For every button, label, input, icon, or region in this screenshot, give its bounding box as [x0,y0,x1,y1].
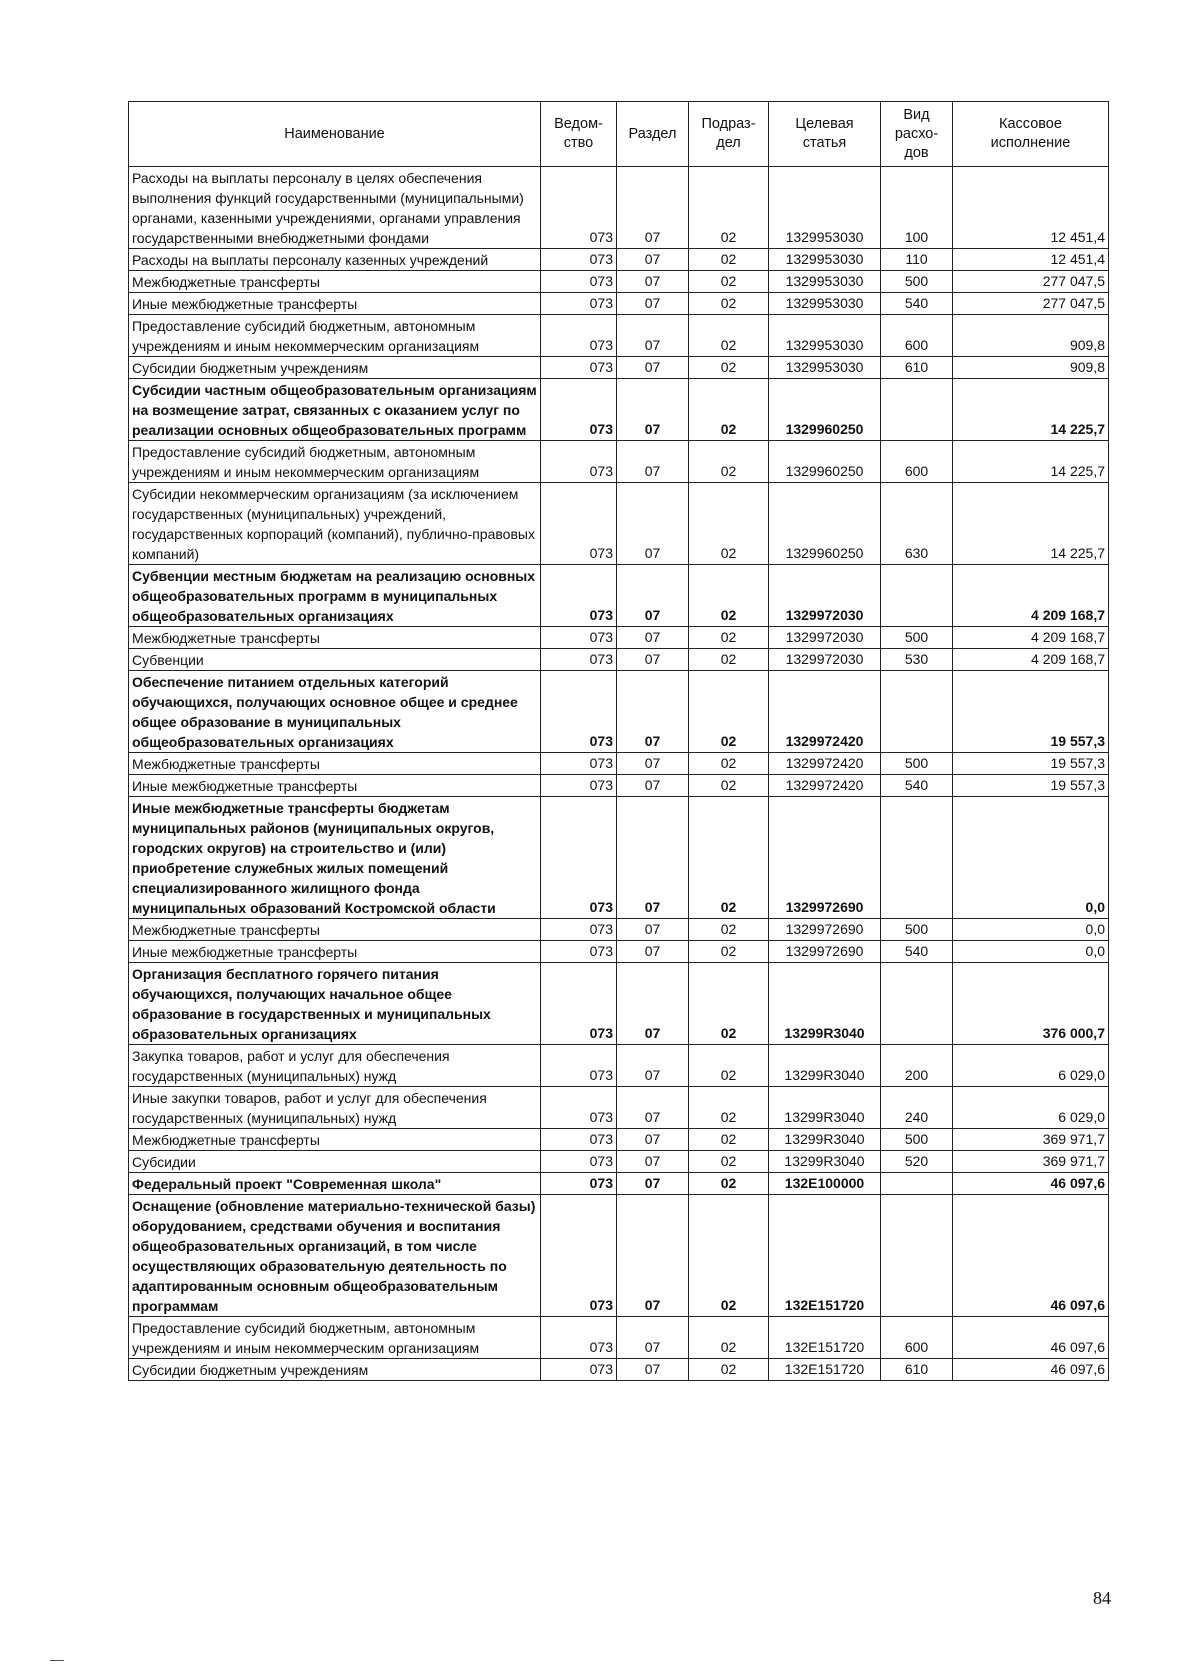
cell-name: Оснащение (обновление материально-технической базы) оборудованием, средствами обучения и воспитания общеобразовательных организаций, в том числе осуществляющих образовательную деятельность по адаптированным основным общеобразовательным программам [129,1195,541,1317]
cell-razdel: 07 [617,1173,689,1195]
cell-name: Иные межбюджетные трансферты [129,293,541,315]
cell-name: Субвенции [129,649,541,671]
cell-tselevaya: 1329972030 [769,649,881,671]
cell-vedom: 073 [541,1151,617,1173]
table-row [129,293,1109,315]
cell-vedom: 073 [541,483,617,565]
cell-tselevaya: 132E151720 [769,1359,881,1381]
cell-kassa: 0,0 [953,919,1109,941]
cell-podrazdel: 02 [689,1087,769,1129]
cell-vedom: 073 [541,1129,617,1151]
cell-tselevaya: 1329953030 [769,271,881,293]
cell-podrazdel: 02 [689,1195,769,1317]
cell-razdel: 07 [617,1087,689,1129]
cell-tselevaya: 13299R3040 [769,1129,881,1151]
cell-razdel: 07 [617,649,689,671]
cell-podrazdel: 02 [689,1359,769,1381]
cell-kassa: 909,8 [953,315,1109,357]
cell-podrazdel: 02 [689,315,769,357]
cell-vid: 630 [881,483,953,565]
cell-tselevaya: 1329972030 [769,565,881,627]
table-row [129,315,1109,357]
cell-vid: 100 [881,167,953,249]
cell-vid: 540 [881,941,953,963]
cell-podrazdel: 02 [689,1173,769,1195]
cell-kassa: 376 000,7 [953,963,1109,1045]
cell-vid: 600 [881,441,953,483]
table-body [129,167,1109,1381]
cell-podrazdel: 02 [689,1129,769,1151]
cell-tselevaya: 13299R3040 [769,1151,881,1173]
table-row [129,919,1109,941]
cell-name: Межбюджетные трансферты [129,627,541,649]
table-row [129,1195,1109,1317]
cell-vid: 610 [881,357,953,379]
cell-name: Субсидии [129,1151,541,1173]
cell-razdel: 07 [617,671,689,753]
cell-vid: 540 [881,775,953,797]
cell-razdel: 07 [617,775,689,797]
cell-tselevaya: 1329960250 [769,379,881,441]
cell-vedom: 073 [541,1173,617,1195]
cell-razdel: 07 [617,963,689,1045]
cell-vid: 500 [881,1129,953,1151]
cell-razdel: 07 [617,249,689,271]
budget-execution-table [128,101,1109,1381]
cell-vedom: 073 [541,649,617,671]
cell-tselevaya: 1329972690 [769,797,881,919]
cell-name: Субсидии некоммерческим организациям (за исключением государственных (муниципальных) учреждений, государственных корпораций (компаний), публично-правовых компаний) [129,483,541,565]
cell-name: Субвенции местным бюджетам на реализацию основных общеобразовательных программ в муниципальных общеобразовательных организациях [129,565,541,627]
table-row [129,753,1109,775]
cell-kassa: 14 225,7 [953,483,1109,565]
table-row [129,963,1109,1045]
cell-vedom: 073 [541,441,617,483]
cell-vedom: 073 [541,627,617,649]
cell-vid [881,1173,953,1195]
table-row [129,1151,1109,1173]
cell-razdel: 07 [617,1129,689,1151]
cell-podrazdel: 02 [689,1151,769,1173]
cell-tselevaya: 1329972690 [769,941,881,963]
cell-vid [881,963,953,1045]
cell-podrazdel: 02 [689,379,769,441]
cell-podrazdel: 02 [689,1045,769,1087]
cell-kassa: 14 225,7 [953,441,1109,483]
cell-kassa: 12 451,4 [953,249,1109,271]
cell-kassa: 369 971,7 [953,1129,1109,1151]
cell-kassa: 4 209 168,7 [953,565,1109,627]
table-row [129,1359,1109,1381]
cell-vedom: 073 [541,1087,617,1129]
cell-vedom: 073 [541,671,617,753]
cell-vid: 200 [881,1045,953,1087]
cell-name: Организация бесплатного горячего питания обучающихся, получающих начальное общее образование в государственных и муниципальных образовательных организациях [129,963,541,1045]
cell-tselevaya: 1329972420 [769,753,881,775]
header-tselevaya: Целевая статья [769,102,881,167]
cell-tselevaya: 1329953030 [769,249,881,271]
cell-vedom: 073 [541,1359,617,1381]
cell-tselevaya: 1329972690 [769,919,881,941]
table-row [129,167,1109,249]
cell-razdel: 07 [617,315,689,357]
cell-vedom: 073 [541,293,617,315]
cell-podrazdel: 02 [689,797,769,919]
cell-razdel: 07 [617,1317,689,1359]
cell-vedom: 073 [541,919,617,941]
cell-podrazdel: 02 [689,919,769,941]
cell-tselevaya: 132E100000 [769,1173,881,1195]
table-row [129,941,1109,963]
cell-name: Межбюджетные трансферты [129,271,541,293]
cell-name: Закупка товаров, работ и услуг для обеспечения государственных (муниципальных) нужд [129,1045,541,1087]
cell-podrazdel: 02 [689,963,769,1045]
cell-razdel: 07 [617,753,689,775]
cell-podrazdel: 02 [689,671,769,753]
cell-razdel: 07 [617,1045,689,1087]
cell-podrazdel: 02 [689,649,769,671]
cell-vid: 500 [881,753,953,775]
cell-name: Расходы на выплаты персоналу в целях обеспечения выполнения функций государственными (муниципальными) органами, казенными учреждениями, органами управления государственными внебюджетными фондами [129,167,541,249]
cell-razdel: 07 [617,565,689,627]
cell-name: Иные межбюджетные трансферты [129,775,541,797]
cell-name: Предоставление субсидий бюджетным, автономным учреждениям и иным некоммерческим организациям [129,441,541,483]
cell-name: Межбюджетные трансферты [129,919,541,941]
cell-podrazdel: 02 [689,271,769,293]
cell-vid: 500 [881,919,953,941]
cell-name: Иные межбюджетные трансферты [129,941,541,963]
table-row [129,357,1109,379]
cell-vid [881,797,953,919]
cell-razdel: 07 [617,1195,689,1317]
cell-kassa: 909,8 [953,357,1109,379]
cell-vid [881,565,953,627]
cell-razdel: 07 [617,1359,689,1381]
cell-vid: 500 [881,627,953,649]
cell-podrazdel: 02 [689,941,769,963]
cell-kassa: 277 047,5 [953,271,1109,293]
table-row [129,1045,1109,1087]
cell-vedom: 073 [541,941,617,963]
cell-kassa: 0,0 [953,941,1109,963]
cell-tselevaya: 1329972420 [769,671,881,753]
table-row [129,627,1109,649]
cell-tselevaya: 1329953030 [769,357,881,379]
cell-podrazdel: 02 [689,249,769,271]
cell-vedom: 073 [541,357,617,379]
cell-vedom: 073 [541,271,617,293]
cell-name: Предоставление субсидий бюджетным, автономным учреждениям и иным некоммерческим организациям [129,1317,541,1359]
cell-tselevaya: 1329960250 [769,483,881,565]
cell-tselevaya: 13299R3040 [769,963,881,1045]
cell-kassa: 46 097,6 [953,1359,1109,1381]
cell-razdel: 07 [617,919,689,941]
cell-name: Иные закупки товаров, работ и услуг для обеспечения государственных (муниципальных) нужд [129,1087,541,1129]
table-row [129,649,1109,671]
table-row [129,565,1109,627]
header-name: Наименование [129,102,541,167]
cell-name: Иные межбюджетные трансферты бюджетам муниципальных районов (муниципальных округов, городских округов) на строительство и (или) приобретение служебных жилых помещений специализированного жилищного фонда муниципальных образований Костромской области [129,797,541,919]
table-row [129,671,1109,753]
header-podrazdel: Подраз- дел [689,102,769,167]
cell-name: Обеспечение питанием отдельных категорий обучающихся, получающих основное общее и среднее общее образование в муниципальных общеобразовательных организациях [129,671,541,753]
cell-tselevaya: 1329953030 [769,167,881,249]
cell-podrazdel: 02 [689,775,769,797]
cell-tselevaya: 1329953030 [769,315,881,357]
cell-vedom: 073 [541,797,617,919]
cell-podrazdel: 02 [689,441,769,483]
cell-podrazdel: 02 [689,167,769,249]
table-row [129,441,1109,483]
cell-vedom: 073 [541,565,617,627]
cell-vedom: 073 [541,1045,617,1087]
cell-vid [881,379,953,441]
cell-name: Межбюджетные трансферты [129,1129,541,1151]
cell-vid: 520 [881,1151,953,1173]
cell-vid: 540 [881,293,953,315]
cell-kassa: 19 557,3 [953,775,1109,797]
cell-kassa: 19 557,3 [953,671,1109,753]
cell-razdel: 07 [617,293,689,315]
table-row [129,271,1109,293]
cell-podrazdel: 02 [689,357,769,379]
cell-name: Субсидии частным общеобразовательным организациям на возмещение затрат, связанных с оказанием услуг по реализации основных общеобразовательных программ [129,379,541,441]
header-vid: Вид расхо- дов [881,102,953,167]
cell-kassa: 46 097,6 [953,1195,1109,1317]
cell-vid: 500 [881,271,953,293]
cell-podrazdel: 02 [689,293,769,315]
cell-name: Расходы на выплаты персоналу казенных учреждений [129,249,541,271]
cell-name: Субсидии бюджетным учреждениям [129,1359,541,1381]
table-row [129,1173,1109,1195]
cell-vid: 530 [881,649,953,671]
header-razdel: Раздел [617,102,689,167]
cell-vid: 240 [881,1087,953,1129]
cell-vid: 600 [881,1317,953,1359]
cell-kassa: 4 209 168,7 [953,649,1109,671]
cell-tselevaya: 132E151720 [769,1195,881,1317]
cell-kassa: 6 029,0 [953,1087,1109,1129]
cell-vedom: 073 [541,963,617,1045]
cell-vid: 610 [881,1359,953,1381]
cell-tselevaya: 1329972030 [769,627,881,649]
page-number: 84 [1093,1588,1111,1608]
cell-kassa: 14 225,7 [953,379,1109,441]
cell-vedom: 073 [541,315,617,357]
cell-tselevaya: 1329953030 [769,293,881,315]
cell-kassa: 6 029,0 [953,1045,1109,1087]
cell-podrazdel: 02 [689,565,769,627]
cell-razdel: 07 [617,797,689,919]
cell-razdel: 07 [617,357,689,379]
table-row [129,1129,1109,1151]
header-kassa: Кассовое исполнение [953,102,1109,167]
table-row [129,1087,1109,1129]
cell-tselevaya: 13299R3040 [769,1087,881,1129]
cell-kassa: 46 097,6 [953,1173,1109,1195]
cell-name: Межбюджетные трансферты [129,753,541,775]
table-row [129,775,1109,797]
cell-vid: 110 [881,249,953,271]
table-row [129,483,1109,565]
cell-vid [881,1195,953,1317]
cell-vedom: 073 [541,775,617,797]
cell-razdel: 07 [617,483,689,565]
cell-vedom: 073 [541,1317,617,1359]
margin-mark [50,1660,64,1661]
table-row [129,1317,1109,1359]
cell-name: Субсидии бюджетным учреждениям [129,357,541,379]
table-row [129,249,1109,271]
cell-razdel: 07 [617,941,689,963]
cell-vedom: 073 [541,379,617,441]
cell-razdel: 07 [617,627,689,649]
table-row [129,797,1109,919]
cell-razdel: 07 [617,271,689,293]
cell-vedom: 073 [541,1195,617,1317]
cell-podrazdel: 02 [689,1317,769,1359]
cell-kassa: 4 209 168,7 [953,627,1109,649]
cell-podrazdel: 02 [689,753,769,775]
cell-kassa: 277 047,5 [953,293,1109,315]
cell-vedom: 073 [541,249,617,271]
cell-kassa: 12 451,4 [953,167,1109,249]
cell-name: Федеральный проект "Современная школа" [129,1173,541,1195]
cell-kassa: 0,0 [953,797,1109,919]
cell-vedom: 073 [541,167,617,249]
cell-podrazdel: 02 [689,483,769,565]
cell-razdel: 07 [617,1151,689,1173]
cell-kassa: 369 971,7 [953,1151,1109,1173]
cell-vid [881,671,953,753]
cell-tselevaya: 13299R3040 [769,1045,881,1087]
cell-kassa: 46 097,6 [953,1317,1109,1359]
cell-razdel: 07 [617,379,689,441]
cell-vid: 600 [881,315,953,357]
cell-razdel: 07 [617,167,689,249]
cell-vedom: 073 [541,753,617,775]
cell-podrazdel: 02 [689,627,769,649]
cell-tselevaya: 1329960250 [769,441,881,483]
cell-tselevaya: 132E151720 [769,1317,881,1359]
cell-tselevaya: 1329972420 [769,775,881,797]
cell-razdel: 07 [617,441,689,483]
header-vedom: Ведом- ство [541,102,617,167]
table-header-row [129,102,1109,167]
table-row [129,379,1109,441]
cell-kassa: 19 557,3 [953,753,1109,775]
cell-name: Предоставление субсидий бюджетным, автономным учреждениям и иным некоммерческим организациям [129,315,541,357]
